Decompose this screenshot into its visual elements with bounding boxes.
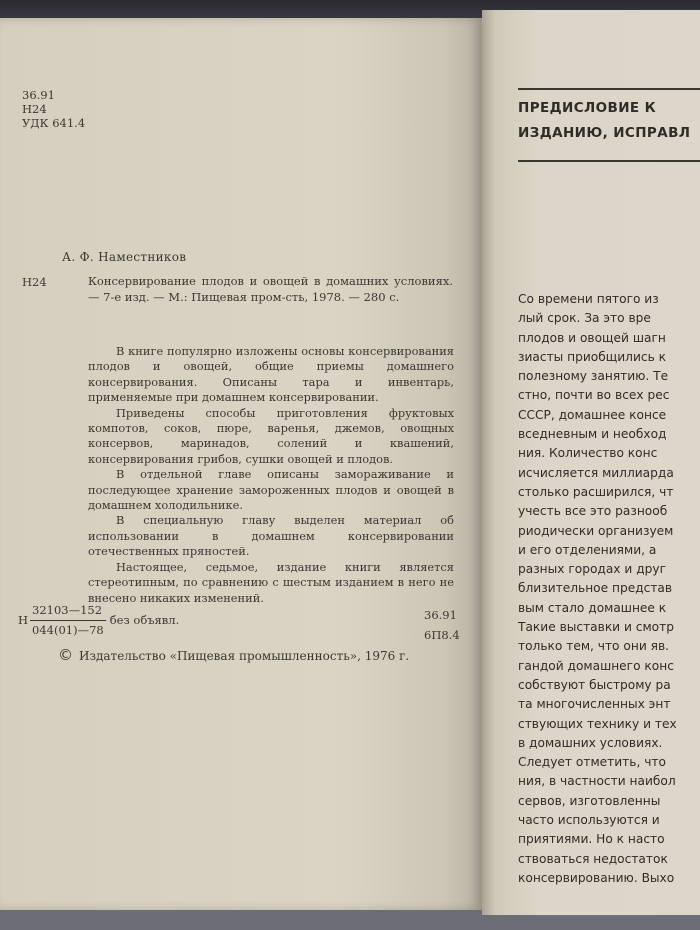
preface-line: часто используются и [518,813,660,828]
code-right-top: 36.91 [424,608,457,622]
title-rule-bottom [518,160,700,162]
preface-line: приятиями. Но к насто [518,832,665,847]
abstract-paragraph: Приведены способы приготовления фруктовых компотов, соков, пюре, варенья, джемов, овощных консервов, маринадов, солений и квашений, консервирования грибов, сушки овощей и плодов. [88,405,454,466]
left-page [0,18,482,910]
preface-line: гандой домашнего конс [518,658,674,673]
author-mark: Н24 [22,102,47,116]
preface-line: та многочисленных энт [518,697,671,712]
code-right-bottom: 6П8.4 [424,628,460,642]
preface-line: риодически организуем [518,523,674,538]
preface-line: вым стало домашнее к [518,600,667,615]
abstract-paragraph: Настоящее, седьмое, издание книги является стереотипным, по сравнению с шестым изданием в него не внесено никаких изменений. [88,559,454,605]
copyright-line [58,646,409,664]
preface-line: лый срок. За это вре [518,311,651,326]
preface-line: близительное представ [518,581,673,596]
preface-line: ния, в частности наибол [518,774,676,789]
preface-line: ния. Количество конс [518,446,658,461]
preface-line: плодов и овощей шагн [518,330,666,345]
title-line: ПРЕДИСЛОВИЕ К [518,100,657,116]
preface-line: столько расширился, чт [518,484,674,499]
preface-line: вседневным и необход [518,427,667,442]
title-line: ИЗДАНИЮ, ИСПРАВЛ [518,125,691,141]
preface-line: Такие выставки и смотр [518,620,674,635]
preface-line: Со времени пятого из [518,292,659,306]
preface-line: сервов, изготовленны [518,793,661,808]
index-code: Н24 [22,275,47,289]
preface-text [518,290,700,888]
copyright-icon: © [58,646,73,664]
preface-line: ствующих технику и тех [518,716,677,731]
preface-line: СССР, домашнее консе [518,407,667,422]
preface-line: учесть все это разнооб [518,504,668,519]
preface-line: только тем, что они яв. [518,639,669,654]
preface-title [518,96,700,146]
code-note: без объявл. [109,613,180,627]
code-fraction [30,601,106,640]
preface-line: ствоваться недостаток [518,851,668,866]
code-denominator: 044(01)—78 [32,623,104,637]
preface-line: полезному занятию. Те [518,369,669,384]
classification-block [22,88,85,130]
bbk-code: 36.91 [22,88,55,102]
book-abstract [88,344,454,606]
abstract-paragraph: В книге популярно изложены основы консервирования плодов и овощей, общие приемы домашнего консервирования. Описаны тара и инвентарь, применяемые при домашнем консервировании. [88,344,454,405]
abstract-paragraph: В отдельной главе описаны замораживание и последующее хранение замороженных плодов и овощей в домашнем холодильнике. [88,467,454,513]
preface-line: зиасты приобщились к [518,349,666,364]
preface-line: исчисляется миллиарда [518,465,674,480]
udk-code: УДК 641.4 [22,116,86,130]
bibliographic-description: Консервирование плодов и овощей в домашних условиях. — 7-е изд. — М.: Пищевая пром-сть, 1978. — 280 с. [88,274,453,304]
preface-line: собствуют быстрому ра [518,677,671,692]
right-page [482,10,700,915]
abstract-paragraph: В специальную главу выделен материал об использовании в домашнем консервировании отечественных пряностей. [88,513,454,559]
preface-line: в домашних условиях. [518,735,663,750]
preface-line: стно, почти во всех рес [518,388,670,403]
preface-line: разных городах и друг [518,562,666,577]
title-rule-top [518,88,700,90]
preface-line: Следует отметить, что [518,755,666,770]
publication-codes [18,601,179,640]
code-numerator: 32103—152 [30,601,106,621]
publication-codes-right [424,605,460,645]
author-name: А. Ф. Наместников [62,250,187,264]
preface-line: консервированию. Выхо [518,870,675,885]
copyright-text: Издательство «Пищевая промышленность», 1976 г. [79,649,410,663]
preface-line: и его отделениями, а [518,542,657,557]
code-letter: Н [18,613,29,627]
